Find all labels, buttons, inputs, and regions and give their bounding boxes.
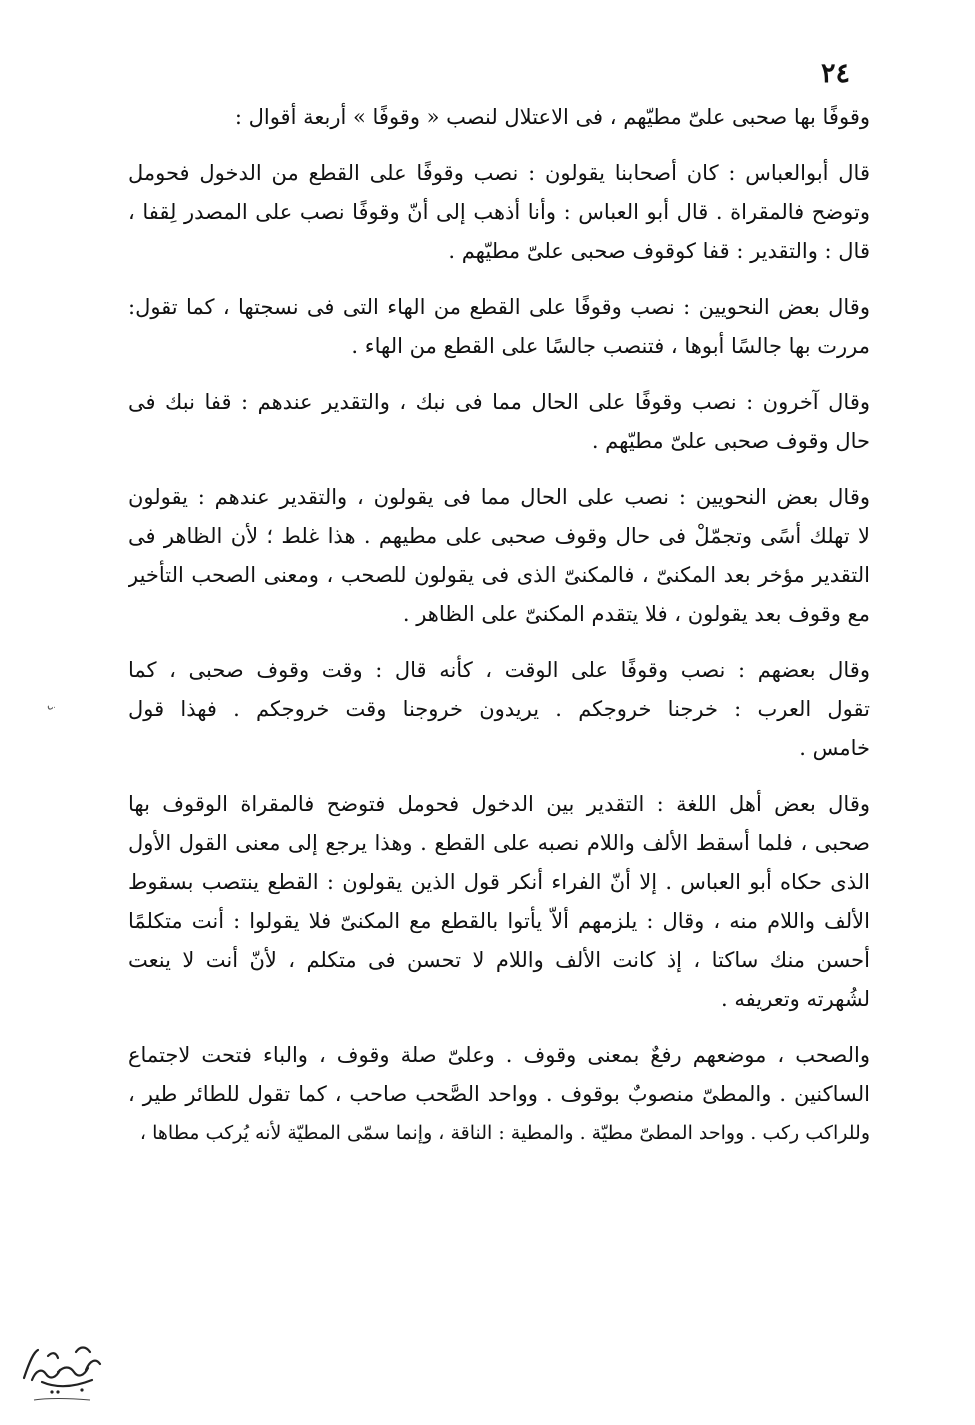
text-line: لا تهلك أسًى وتجمّلْ فى حال وقوف صحبى على مطيهم . هذا غلط ؛ لأن الظاهر فى [128,524,870,548]
paragraph [128,383,870,461]
body-text [128,98,870,1170]
paragraph [128,478,870,634]
text-line: وقوفًا بها صحبى علىّ مطيّهم ، فى الاعتلال لنصب « وقوفًا » أربعة أقوال : [234,105,870,129]
page-number: ٢٤ [820,58,850,89]
paragraph [128,785,870,1019]
paragraph [128,154,870,271]
text-line: قال أبوالعباس : كان أصحابنا يقولون : نصب وقوفًا على القطع من الدخول فحومل [128,161,870,185]
text-line: خامس . [799,736,870,760]
text-line: وقال بعض أهل اللغة : التقدير بين الدخول فحومل فتوضح فالمقراة الوقوف بها [128,792,870,816]
text-line: تقول العرب : خرجنا خروجكم . يريدون خروجنا وقت خروجكم . فهذا قول [128,697,870,721]
logo-icon [12,1330,110,1410]
text-line: أحسن منك ساكتا ، إذ كانت الألف واللام لا تحسن فى متكلم ، لأنّ أنت لا ينعت [128,948,870,972]
paragraph [128,98,870,137]
text-line: مع وقوف بعد يقولون ، فلا يتقدم المكنىّ على الظاهر . [402,602,870,626]
text-line: الألف واللام منه ، وقال : يلزمهم ألاّ يأتوا بالقطع مع المكنىّ فلا يقولوا : أنت متكلمًا [128,909,870,933]
text-line: لشُهرته وتعريفه . [721,987,870,1011]
text-line: والصحب ، موضعهم رفعٌ بمعنى وقوف . وعلىّ صلة وقوف ، والباء فتحت لاجتماع [128,1043,870,1067]
text-line: حال وقوف صحبى علىّ مطيّهم . [591,429,870,453]
text-line: وتوضح فالمقراة . قال أبو العباس : وأنا أذهب إلى أنّ وقوفًا نصب على المصدر لِقفا ، [128,200,870,224]
text-line: قال : والتقدير : قفا كوقوف صحبى علىّ مطيّهم . [448,239,870,263]
text-line: الساكنين . والمطىّ منصوبٌ بوقوف . وواحد الصَّحب صاحب ، كما تقول للطائر طير ، [128,1082,870,1106]
text-line: وقال بعض النحويين : نصب وقوفًا على القطع من الهاء التى فى نسجتها ، كما تقول: [128,295,870,319]
text-line: وقال آخرون : نصب وقوفًا على الحال مما فى نبك ، والتقدير عندهم : قفا نبك فى [128,390,870,414]
text-line: وللراكب ركب . وواحد المطىّ مطيّة . والمطية : الناقة ، وإنما سمّى المطيّة لأنه يُركب مطاها ، [139,1122,870,1144]
text-line: صحبى ، فلما أسقط الألف واللام نصبه على القطع . وهذا يرجع إلى معنى القول الأول [128,831,870,855]
text-line: وقال بعضهم : نصب وقوفًا على الوقت ، كأنه قال : وقت وقوف صحبى ، كما [128,658,870,682]
paragraph [128,288,870,366]
text-line: التقدير مؤخر بعد المكنىّ ، فالمكنىّ الذى فى يقولون للصحب ، ومعنى الصحب التأخير [128,563,870,587]
margin-note: ذ [45,705,59,711]
text-line: وقال بعض النحويين : نصب على الحال مما فى يقولون ، والتقدير عندهم : يقولون [128,485,870,509]
library-stamp-logo [12,1330,110,1410]
paragraph [128,651,870,768]
paragraph [128,1036,870,1153]
text-line: مررت بها جالسًا أبوها ، فتنصب جالسًا على القطع من الهاء . [351,334,870,358]
text-line: الذى حكاه أبو العباس . إلا أنّ الفراء أنكر قول الذين يقولون : القطع ينتصب بسقوط [128,870,870,894]
